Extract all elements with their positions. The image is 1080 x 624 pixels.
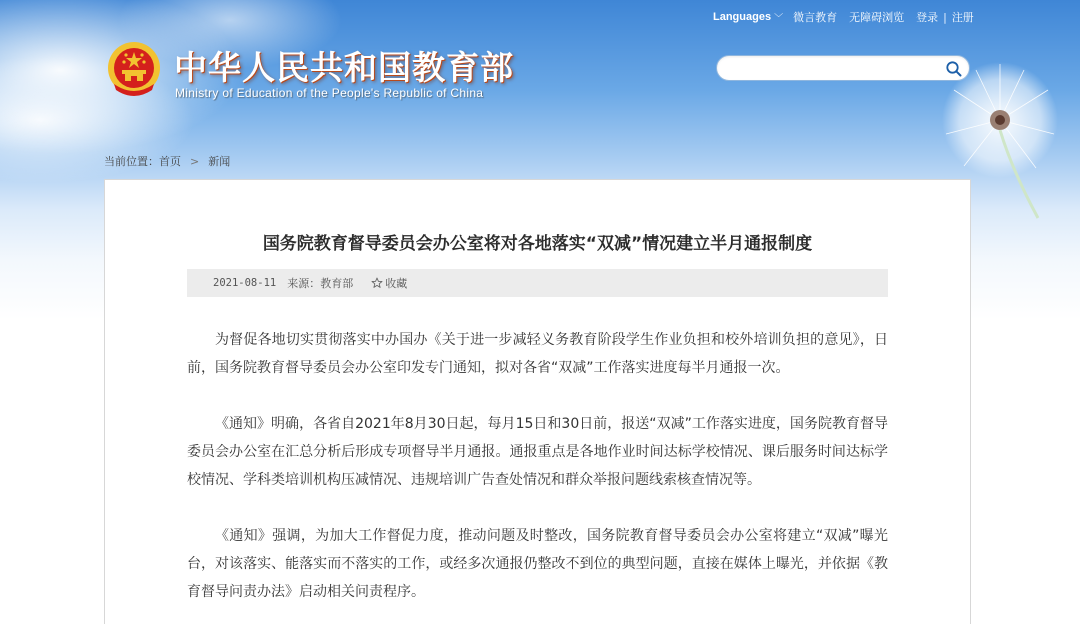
site-subtitle: Ministry of Education of the People's Republic of China: [175, 86, 484, 100]
article-paragraph: 《通知》强调，为加大工作督促力度，推动问题及时整改，国务院教育督导委员会办公室将建立“双减”曝光台，对该落实、能落实而不落实的工作，或经多次通报仍整改不到位的典型问题，直接在媒体上曝光，并依据《教育督导问责办法》启动相关问责程序。: [187, 528, 888, 600]
breadcrumb-separator: >: [190, 155, 200, 168]
breadcrumb-current: 新闻: [208, 155, 231, 168]
article-date: 2021-08-11: [213, 277, 277, 289]
chevron-down-icon[interactable]: ﹀: [774, 13, 784, 24]
national-emblem-icon: [106, 40, 162, 100]
register-link[interactable]: 注册: [951, 11, 974, 24]
article-paragraph: 《通知》明确，各省自2021年8月30日起，每月15日和30日前，报送“双减”工作落实进度，国务院教育督导委员会办公室在汇总分析后形成专项督导半月通报。通报重点是各地作业时间达标学校情况、课后服务时间达标学校情况、学科类培训机构压减情况、违规培训广告查处情况和群众举报问题线索核查情况等。: [187, 416, 888, 488]
site-title: 中华人民共和国教育部: [174, 48, 514, 87]
article-content: [187, 326, 888, 624]
breadcrumb-home-link[interactable]: 首页: [159, 155, 181, 168]
weibo-link[interactable]: 微言教育: [793, 11, 838, 24]
article-title: 国务院教育督导委员会办公室将对各地落实“双减”情况建立半月通报制度: [262, 234, 813, 254]
search-input[interactable]: [727, 59, 947, 77]
article-panel: [104, 179, 971, 624]
article-paragraph: 为督促各地切实贯彻落实中办国办《关于进一步减轻义务教育阶段学生作业负担和校外培训负担的意见》，日前，国务院教育督导委员会办公室印发专门通知，拟对各省“双减”工作落实进度每半月通报一次。: [187, 332, 888, 376]
link-separator: |: [943, 10, 947, 24]
article-source: 来源：教育部: [287, 277, 354, 290]
breadcrumb: [104, 153, 230, 169]
languages-link[interactable]: Languages: [713, 11, 772, 23]
favorite-button[interactable]: [371, 275, 407, 291]
breadcrumb-label: 当前位置：: [104, 155, 159, 168]
article-meta-bar: [187, 269, 888, 297]
favorite-label: 收藏: [385, 277, 408, 290]
top-links: [713, 9, 974, 25]
star-icon: [371, 277, 383, 289]
login-link[interactable]: 登录: [916, 11, 939, 24]
accessible-browsing-link[interactable]: 无障碍浏览: [849, 11, 905, 24]
